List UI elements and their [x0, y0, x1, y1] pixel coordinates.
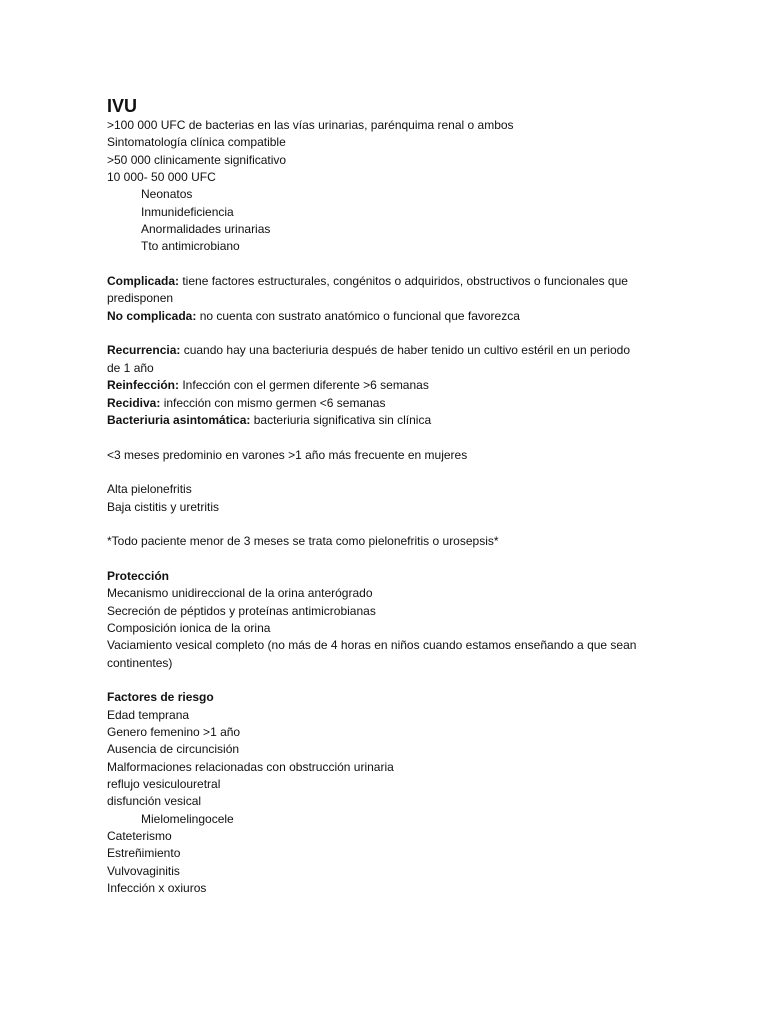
reinfeccion-label: Reinfección:	[107, 378, 180, 393]
page-title: IVU	[107, 96, 138, 116]
recidiva-text: infección con mismo germen <6 semanas	[160, 395, 386, 410]
proteccion-item: Composición ionica de la orina	[107, 620, 271, 635]
proteccion-item: Mecanismo unidireccional de la orina anterógrado	[107, 586, 373, 601]
riesgo-item: Estreñimiento	[107, 846, 181, 861]
complicada-label: Complicada:	[107, 274, 180, 289]
proteccion-item: Vaciamiento vesical completo (no más de 4 horas en niños cuando estamos enseñando a que sean	[107, 638, 637, 653]
reinfeccion-line	[107, 377, 707, 394]
riesgo-item: Ausencia de circuncisión	[107, 742, 240, 757]
complicada-line-cont: predisponen	[107, 291, 174, 306]
proteccion-item-cont: continentes)	[107, 655, 173, 670]
riesgo-sub-item: Mielomelingocele	[141, 811, 234, 826]
no-complicada-line	[107, 308, 707, 325]
riesgo-item: Malformaciones relacionadas con obstrucción urinaria	[107, 759, 394, 774]
no-complicada-text: no cuenta con sustrato anatómico o funcional que favorezca	[196, 308, 520, 323]
note-line: *Todo paciente menor de 3 meses se trata como pielonefritis o urosepsis*	[107, 534, 499, 549]
definition-line: >100 000 UFC de bacterias en las vías urinarias, parénquima renal o ambos	[107, 118, 514, 132]
condition-item: Neonatos	[141, 187, 193, 202]
riesgo-item: Edad temprana	[107, 707, 190, 722]
bacteriuria-text: bacteriuria significativa sin clínica	[250, 412, 432, 427]
bacteriuria-label: Bacteriuria asintomática:	[107, 412, 251, 427]
complicada-text: tiene factores estructurales, congénitos o adquiridos, obstructivos o funcionales que	[179, 274, 628, 289]
riesgo-item: disfunción vesical	[107, 794, 202, 809]
riesgo-item: reflujo vesiculouretral	[107, 777, 221, 792]
spacer	[107, 429, 707, 446]
no-complicada-label: No complicada:	[107, 308, 197, 323]
condition-item: Anormalidades urinarias	[141, 222, 271, 237]
definition-line: Sintomatología clínica compatible	[107, 135, 286, 150]
spacer	[107, 325, 707, 342]
recidiva-label: Recidiva:	[107, 395, 161, 410]
bacteriuria-line	[107, 412, 707, 429]
riesgo-item: Cateterismo	[107, 829, 172, 844]
proteccion-item: Secreción de péptidos y proteínas antimicrobianas	[107, 603, 376, 618]
reinfeccion-text: Infección con el germen diferente >6 semanas	[179, 378, 429, 393]
riesgo-item: Infección x oxiuros	[107, 881, 207, 896]
definition-line: >50 000 clinicamente significativo	[107, 152, 287, 167]
riesgo-item: Genero femenino >1 año	[107, 725, 241, 740]
recurrencia-line-cont: de 1 año	[107, 360, 154, 375]
proteccion-heading	[107, 568, 707, 585]
document-page	[107, 95, 707, 897]
spacer	[107, 672, 707, 689]
complicada-line	[107, 273, 707, 290]
condition-item: Inmunideficiencia	[141, 204, 234, 219]
spacer	[107, 464, 707, 481]
recurrencia-line	[107, 342, 707, 359]
recurrencia-text: cuando hay una bacteriuria después de haber tenido un cultivo estéril en un periodo	[180, 343, 631, 358]
condition-item: Tto antimicrobiano	[141, 239, 240, 254]
spacer	[107, 256, 707, 273]
spacer	[107, 516, 707, 533]
proteccion-heading-text: Protección	[107, 568, 170, 583]
riesgo-heading	[107, 689, 707, 706]
spacer	[107, 551, 707, 568]
riesgo-item: Vulvovaginitis	[107, 863, 180, 878]
age-note: <3 meses predominio en varones >1 año más frecuente en mujeres	[107, 447, 468, 462]
recurrencia-label: Recurrencia:	[107, 343, 181, 358]
riesgo-heading-text: Factores de riesgo	[107, 690, 214, 705]
definition-line: 10 000- 50 000 UFC	[107, 170, 216, 185]
baja-line: Baja cistitis y uretritis	[107, 499, 220, 514]
recidiva-line	[107, 395, 707, 412]
alta-line: Alta pielonefritis	[107, 482, 192, 497]
